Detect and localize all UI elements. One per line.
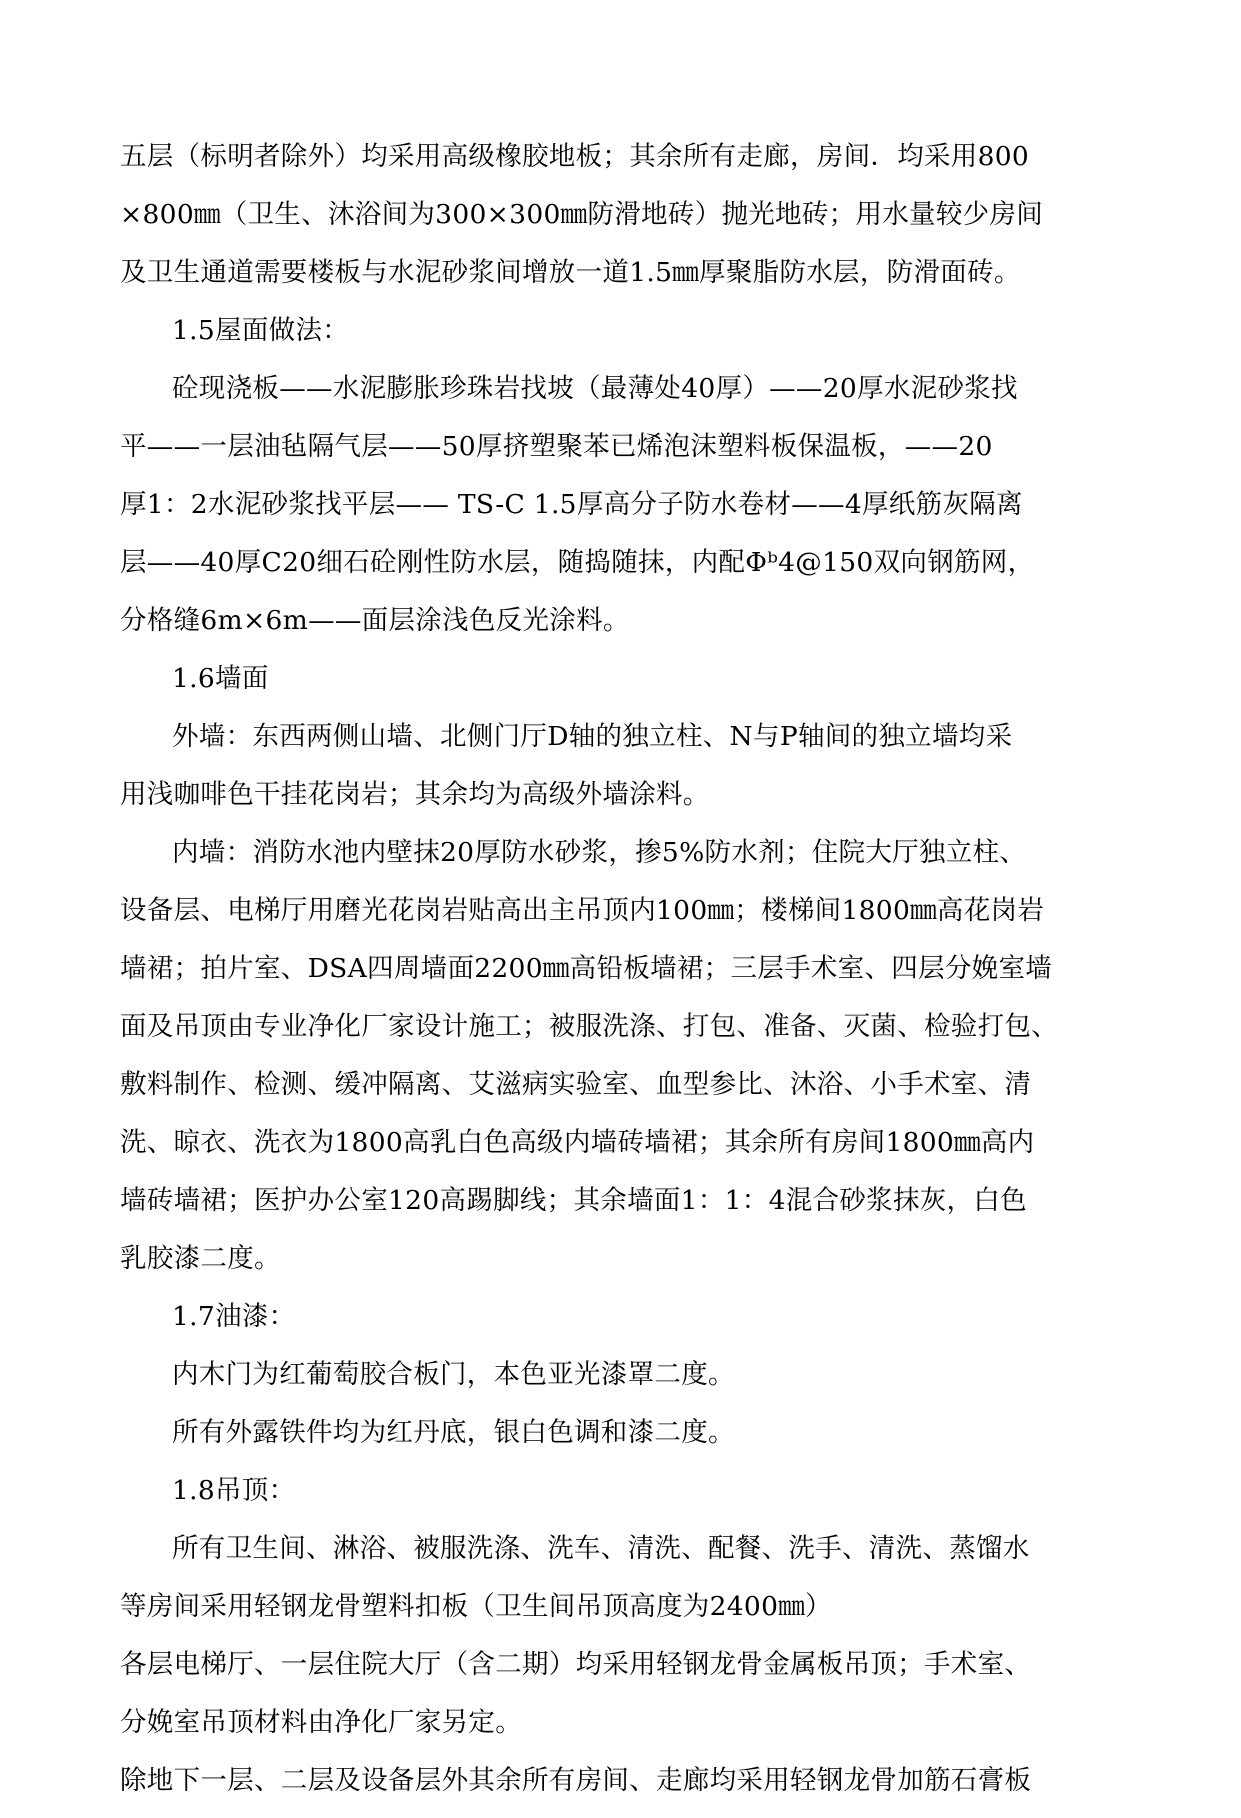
body-text-line: 各层电梯厅、一层住院大厅（含二期）均采用轻钢龙骨金属板吊顶；手术室、: [120, 1649, 1032, 1680]
body-text-line: 分格缝6m×6m——面层涂浅色反光涂料。: [120, 605, 630, 636]
body-text-line: ×800㎜（卫生、沐浴间为300×300㎜防滑地砖）抛光地砖；用水量较少房间: [120, 199, 1044, 230]
body-text-line: 所有外露铁件均为红丹底，银白色调和漆二度。: [172, 1417, 735, 1448]
section-heading-wall: 1.6墙面: [172, 663, 269, 694]
body-text-line: 砼现浇板——水泥膨胀珍珠岩找坡（最薄处40厚）——20厚水泥砂浆找: [172, 373, 1018, 404]
section-heading-roof: 1.5屋面做法：: [172, 315, 350, 346]
body-text-line: 平——一层油毡隔气层——50厚挤塑聚苯已烯泡沫塑料板保温板，——20: [120, 431, 993, 462]
body-text-line: 厚1：2水泥砂浆找平层—— TS-C 1.5厚高分子防水卷材——4厚纸筋灰隔离: [120, 489, 1023, 520]
body-text-line: 外墙：东西两侧山墙、北侧门厅D轴的独立柱、N与P轴间的独立墙均采: [172, 721, 1013, 752]
body-text-line: 五层（标明者除外）均采用高级橡胶地板；其余所有走廊，房间．均采用800: [120, 141, 1030, 172]
section-heading-ceiling: 1.8吊顶：: [172, 1475, 296, 1506]
body-text-line: 内木门为红葡萄胶合板门，本色亚光漆罩二度。: [172, 1359, 735, 1390]
body-text-line: 分娩室吊顶材料由净化厂家另定。: [120, 1707, 522, 1738]
body-text-line: 除地下一层、二层及设备层外其余所有房间、走廊均采用轻钢龙骨加筋石膏板: [120, 1765, 1032, 1796]
body-text-line: 等房间采用轻钢龙骨塑料扣板（卫生间吊顶高度为2400㎜）: [120, 1591, 832, 1622]
body-text-line: 层——40厚C20细石砼刚性防水层，随捣随抹，内配Φᵇ4@150双向钢筋网，: [120, 547, 1035, 578]
body-text-line: 所有卫生间、淋浴、被服洗涤、洗车、清洗、配餐、洗手、清洗、蒸馏水: [172, 1533, 1030, 1564]
body-text-line: 设备层、电梯厅用磨光花岗岩贴高出主吊顶内100㎜；楼梯间1800㎜高花岗岩: [120, 895, 1045, 926]
body-text-line: 墙裙；拍片室、DSA四周墙面2200㎜高铅板墙裙；三层手术室、四层分娩室墙: [120, 953, 1053, 984]
body-text-line: 洗、晾衣、洗衣为1800高乳白色高级内墙砖墙裙；其余所有房间1800㎜高内: [120, 1127, 1035, 1158]
section-heading-paint: 1.7油漆：: [172, 1301, 296, 1332]
body-text-line: 乳胶漆二度。: [120, 1243, 281, 1274]
body-text-line: 墙砖墙裙；医护办公室120高踢脚线；其余墙面1：1：4混合砂浆抹灰，白色: [120, 1185, 1027, 1216]
body-text-line: 内墙：消防水池内壁抹20厚防水砂浆，掺5%防水剂；住院大厅独立柱、: [172, 837, 1027, 868]
body-text-line: 用浅咖啡色干挂花岗岩；其余均为高级外墙涂料。: [120, 779, 710, 810]
body-text-line: 及卫生通道需要楼板与水泥砂浆间增放一道1.5㎜厚聚脂防水层，防滑面砖。: [120, 257, 1021, 288]
document-page: [120, 136, 1120, 1818]
body-text-line: 面及吊顶由专业净化厂家设计施工；被服洗涤、打包、准备、灭菌、检验打包、: [120, 1011, 1058, 1042]
body-text-line: 敷料制作、检测、缓冲隔离、艾滋病实验室、血型参比、沐浴、小手术室、清: [120, 1069, 1032, 1100]
